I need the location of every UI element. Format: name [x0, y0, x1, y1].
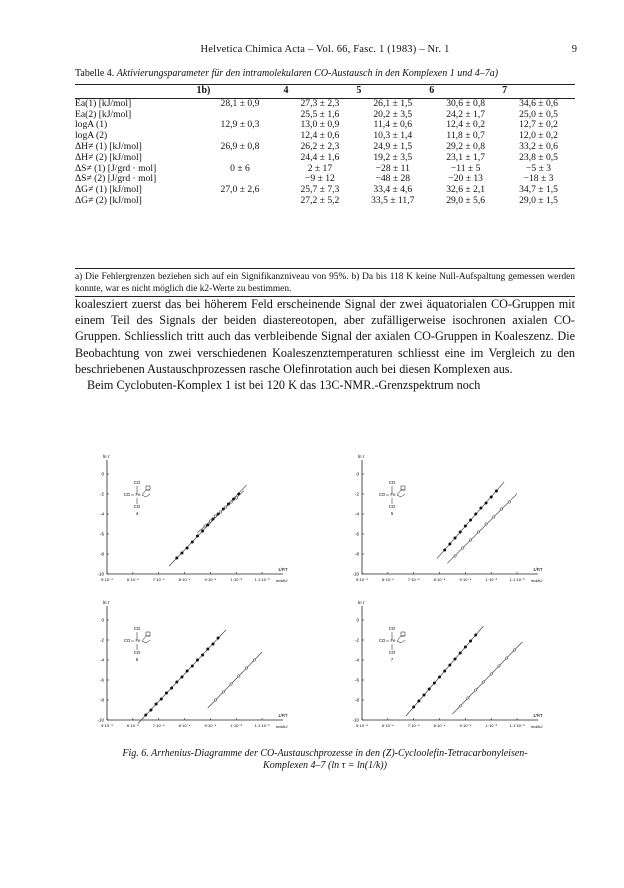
data-point-filled — [449, 543, 452, 546]
table-cell — [196, 196, 283, 209]
data-point-filled — [155, 703, 158, 706]
x-axis-unit: mol/kJ — [531, 724, 543, 729]
column-header: 7 — [502, 85, 508, 96]
x-axis-label: 1/RT — [533, 567, 543, 572]
data-point-filled — [412, 706, 415, 709]
arrhenius-plot-7 — [340, 598, 545, 740]
co-label: CO — [388, 480, 396, 485]
table-caption — [75, 68, 575, 79]
figure-caption — [75, 748, 575, 772]
table-cell: 19,2 ± 3,5 — [373, 151, 413, 163]
paragraph: Beim Cyclobuten-Komplex 1 ist bei 120 K das 13C-NMR.-Grenzspektrum noch — [87, 378, 481, 393]
co-label: CO — [378, 638, 386, 643]
data-point-filled — [196, 535, 199, 538]
fe-label: Fe — [135, 638, 141, 643]
data-point-filled — [443, 549, 446, 552]
table-row — [75, 196, 575, 209]
table-cell: 27,2 ± 5,2 — [300, 194, 340, 206]
data-point-filled — [212, 643, 215, 646]
param-label: ΔH≠ (1) [kJ/mol] — [75, 140, 142, 152]
column-header: 6 — [429, 85, 435, 96]
y-tick-label: -2 — [99, 491, 104, 497]
table-cell: 12,9 ± 0,3 — [220, 119, 260, 131]
arrhenius-plot-6 — [85, 598, 290, 740]
y-tick-label: -10 — [352, 717, 359, 723]
data-point-open — [214, 515, 216, 517]
table-cell: −11 ± 5 — [450, 162, 481, 174]
x-tick-label: 9·10⁻⁴ — [204, 723, 217, 728]
y-tick-label: -8 — [354, 697, 359, 703]
table-cell: 34,6 ± 0,6 — [519, 97, 558, 109]
data-point-filled — [469, 519, 472, 522]
arrhenius-plot-5 — [340, 452, 545, 594]
data-point-filled — [217, 637, 220, 640]
table-cell: 30,6 ± 0,8 — [446, 97, 486, 109]
data-point-filled — [485, 502, 488, 505]
data-point-open — [222, 691, 224, 693]
x-tick-label: 1.1·10⁻³ — [509, 723, 525, 728]
co-label: CO — [133, 480, 141, 485]
data-point-filled — [443, 670, 446, 673]
y-tick-label: -4 — [99, 511, 104, 517]
table-cell: 23,8 ± 0,5 — [519, 151, 558, 163]
fe-complex-structure — [124, 480, 150, 516]
param-label: ΔH≠ (2) [kJ/mol] — [75, 151, 142, 163]
table-cell: 26,9 ± 0,8 — [220, 140, 260, 152]
co-label: CO — [388, 650, 396, 655]
x-tick-label: 9·10⁻⁴ — [459, 577, 472, 582]
table-row — [75, 153, 575, 164]
plot-svg — [85, 452, 290, 594]
table-footnote: a) Die Fehlergrenzen beziehen sich auf ein Signifikanzniveau von 95%. b) Da bis 118 K keine Null-Aufspaltung gemessen werden konnte, war es nicht möglich die k2-Werte zu bestimmen. — [75, 268, 575, 297]
table-cell: 11,8 ± 0,7 — [446, 130, 485, 142]
y-tick-label: -2 — [99, 637, 104, 643]
y-tick-label: -6 — [354, 531, 359, 537]
table-cell: 12,7 ± 0,2 — [519, 119, 558, 131]
plot-svg — [340, 452, 545, 594]
table-cell: 26,1 ± 1,5 — [373, 97, 413, 109]
figure-caption-line: Komplexen 4–7 (ln τ = ln(1/k)) — [263, 760, 387, 771]
table-cell: 24,2 ± 1,7 — [446, 108, 486, 120]
fit-line — [452, 642, 522, 714]
data-point-open — [485, 523, 487, 525]
complex-number: 5 — [390, 511, 394, 516]
x-tick-label: 1.1·10⁻³ — [254, 723, 270, 728]
y-tick-label: -8 — [99, 551, 104, 557]
column-header: 4 — [283, 85, 289, 96]
complex-number: 4 — [135, 511, 139, 516]
x-tick-label: 7·10⁻⁴ — [152, 723, 165, 728]
x-axis-label: 1/RT — [278, 567, 288, 572]
param-label: ΔS≠ (2) [J/grd · mol] — [75, 173, 157, 185]
paragraph: koalesziert zuerst das bei höherem Feld erscheinende Signal der zwei äquatorialen CO-Gruppen mit einem Teil des Signals der beiden diastereotopen, aber zufälligerweise isochronen axialen CO-Gruppen. Schliesslich tritt auch das verbleibende Signal der axialen CO-Gruppen in Koaleszenz. Die Beobachtung von zwei verschiedenen Koaleszenztemperaturen schliesst eine im Vergleich zu den beschriebenen Austauschprozessen rasche Olefinrotation auch bei diesen Komplexen aus. — [75, 297, 575, 376]
y-axis-label: ln τ — [358, 600, 365, 605]
table-cell: 24,4 ± 1,6 — [300, 151, 340, 163]
data-point-open — [225, 506, 227, 508]
data-point-filled — [144, 714, 147, 717]
data-point-open — [204, 525, 206, 527]
y-tick-label: -10 — [97, 717, 104, 723]
co-label: CO — [133, 504, 141, 509]
y-tick-label: -2 — [354, 637, 359, 643]
cycloolefin-ring — [142, 486, 150, 497]
y-tick-label: -4 — [99, 657, 104, 663]
data-point-filled — [165, 692, 168, 695]
data-point-open — [513, 649, 515, 651]
co-label: CO — [133, 650, 141, 655]
y-tick-label: -6 — [99, 531, 104, 537]
data-point-filled — [490, 496, 493, 499]
data-point-filled — [449, 664, 452, 667]
fe-label: Fe — [390, 492, 396, 497]
co-label: CO — [388, 504, 396, 509]
data-point-filled — [175, 557, 178, 560]
plot-svg — [85, 598, 290, 740]
data-point-open — [230, 683, 232, 685]
table-cell: 13,0 ± 0,9 — [300, 119, 340, 131]
table-cell: 2 ± 17 — [307, 162, 333, 174]
table-cell: 0 ± 6 — [230, 162, 250, 174]
table-cell: 12,4 ± 0,6 — [300, 130, 340, 142]
data-point-open — [245, 667, 247, 669]
y-axis-label: ln τ — [358, 454, 365, 459]
data-point-filled — [186, 670, 189, 673]
data-point-filled — [423, 694, 426, 697]
data-point-filled — [191, 541, 194, 544]
data-point-filled — [464, 525, 467, 528]
data-point-open — [459, 705, 461, 707]
data-point-filled — [186, 547, 189, 550]
table-cell: 33,2 ± 0,6 — [519, 140, 558, 152]
column-header: 5 — [356, 85, 362, 96]
x-tick-label: 5·10⁻⁴ — [101, 723, 113, 728]
fe-complex-structure — [379, 480, 405, 516]
x-tick-label: 7·10⁻⁴ — [407, 723, 420, 728]
table-cell: 29,2 ± 0,8 — [446, 140, 486, 152]
y-tick-label: -10 — [352, 571, 359, 577]
x-tick-label: 6·10⁻⁴ — [381, 723, 394, 728]
data-point-filled — [170, 687, 173, 690]
x-axis-unit: mol/kJ — [276, 578, 288, 583]
y-tick-label: -8 — [99, 697, 104, 703]
table-cell: 25,5 ± 1,6 — [300, 108, 340, 120]
table-cell: 10,3 ± 1,4 — [373, 130, 413, 142]
data-point-filled — [175, 681, 178, 684]
x-axis-unit: mol/kJ — [276, 724, 288, 729]
table-cell: 26,2 ± 2,3 — [300, 140, 340, 152]
data-point-filled — [181, 676, 184, 679]
table-cell: −48 ± 28 — [375, 173, 411, 185]
x-tick-label: 5·10⁻⁴ — [356, 577, 368, 582]
data-point-filled — [454, 658, 457, 661]
activation-parameter-table — [75, 84, 575, 209]
y-tick-label: -6 — [354, 677, 359, 683]
data-point-open — [506, 657, 508, 659]
arrhenius-plot-4 — [85, 452, 290, 594]
table-caption-text: Aktivierungsparameter für den intramolekularen CO-Austausch in den Komplexen 1 und 4–7a) — [116, 68, 499, 79]
page-number: 9 — [571, 44, 577, 55]
table-cell: −20 ± 13 — [448, 173, 483, 185]
cycloolefin-ring — [397, 486, 405, 497]
x-tick-label: 1.1·10⁻³ — [254, 577, 270, 582]
data-point-filled — [454, 537, 457, 540]
y-axis-label: ln τ — [103, 454, 110, 459]
fit-line — [447, 494, 517, 564]
table-cell: 20,2 ± 3,5 — [373, 108, 413, 120]
table-cell: 23,1 ± 1,7 — [446, 151, 486, 163]
data-point-open — [220, 511, 222, 513]
data-point-filled — [428, 688, 431, 691]
x-tick-label: 1·10⁻³ — [485, 577, 497, 582]
fe-complex-structure — [124, 626, 150, 662]
x-tick-label: 6·10⁻⁴ — [381, 577, 394, 582]
x-tick-label: 8·10⁻⁴ — [433, 577, 446, 582]
data-point-filled — [474, 513, 477, 516]
table-cell: 25,0 ± 0,5 — [519, 108, 558, 120]
x-tick-label: 7·10⁻⁴ — [407, 577, 420, 582]
data-point-filled — [418, 700, 421, 703]
y-tick-label: -4 — [354, 511, 359, 517]
y-tick-label: -8 — [354, 551, 359, 557]
complex-number: 7 — [390, 657, 394, 662]
table-cell: 25,7 ± 7,3 — [300, 184, 340, 196]
cycloolefin-ring — [142, 632, 150, 643]
x-tick-label: 9·10⁻⁴ — [459, 723, 472, 728]
param-label: Ea(1) [kJ/mol] — [75, 97, 132, 109]
param-label: ΔS≠ (1) [J/grd · mol] — [75, 162, 157, 174]
table-cell: 33,5 ± 11,7 — [371, 194, 415, 206]
co-label: CO — [378, 492, 386, 497]
fe-complex-structure — [379, 626, 405, 662]
x-tick-label: 6·10⁻⁴ — [126, 577, 139, 582]
co-label: CO — [388, 626, 396, 631]
data-point-filled — [150, 709, 153, 712]
param-column-header — [75, 85, 196, 99]
data-point-open — [498, 665, 500, 667]
table-cell: −28 ± 11 — [375, 162, 410, 174]
data-point-filled — [196, 659, 199, 662]
data-point-open — [462, 547, 464, 549]
table-cell: 27,0 ± 2,6 — [220, 184, 260, 196]
y-tick-label: -6 — [99, 677, 104, 683]
data-point-filled — [160, 698, 163, 701]
column-header: 1b) — [196, 85, 211, 96]
x-tick-label: 8·10⁻⁴ — [178, 577, 191, 582]
co-label: CO — [123, 638, 131, 643]
data-point-filled — [207, 648, 210, 651]
plot-svg — [340, 598, 545, 740]
x-tick-label: 1·10⁻³ — [485, 723, 497, 728]
table-label: Tabelle 4. — [75, 68, 115, 79]
x-axis-label: 1/RT — [278, 713, 288, 718]
figure-caption-line: Fig. 6. Arrhenius-Diagramme der CO-Austauschprozesse in den (Z)-Cycloolefin-Tetracarbonyleisen- — [122, 748, 528, 759]
data-point-open — [230, 501, 232, 503]
x-axis-unit: mol/kJ — [531, 578, 543, 583]
data-point-open — [500, 508, 502, 510]
table-cell: −9 ± 12 — [304, 173, 335, 185]
data-point-open — [253, 659, 255, 661]
x-tick-label: 7·10⁻⁴ — [152, 577, 165, 582]
table-cell: 27,3 ± 2,3 — [300, 97, 340, 109]
data-point-open — [454, 555, 456, 557]
table-cell: 29,0 ± 1,5 — [519, 194, 558, 206]
table-cell: 24,9 ± 1,5 — [373, 140, 413, 152]
complex-number: 6 — [135, 657, 139, 662]
x-axis-label: 1/RT — [533, 713, 543, 718]
table-cell: −5 ± 3 — [525, 162, 552, 174]
data-point-open — [467, 697, 469, 699]
data-point-filled — [469, 640, 472, 643]
data-point-open — [469, 539, 471, 541]
y-tick-label: -2 — [354, 491, 359, 497]
table-row — [75, 98, 575, 109]
param-label: ΔG≠ (2) [kJ/mol] — [75, 194, 142, 206]
table-cell: 34,7 ± 1,5 — [519, 184, 558, 196]
data-point-open — [477, 531, 479, 533]
data-point-open — [490, 673, 492, 675]
x-tick-label: 8·10⁻⁴ — [178, 723, 191, 728]
x-tick-label: 5·10⁻⁴ — [101, 577, 113, 582]
x-tick-label: 1·10⁻³ — [230, 577, 242, 582]
data-point-open — [209, 520, 211, 522]
x-tick-label: 8·10⁻⁴ — [433, 723, 446, 728]
data-point-filled — [474, 634, 477, 637]
co-label: CO — [123, 492, 131, 497]
cycloolefin-ring — [397, 632, 405, 643]
table-cell: 32,6 ± 2,1 — [446, 184, 486, 196]
y-axis-label: ln τ — [103, 600, 110, 605]
body-text — [75, 296, 575, 393]
data-point-open — [482, 681, 484, 683]
fe-label: Fe — [135, 492, 141, 497]
table-cell: 28,1 ± 0,9 — [220, 97, 260, 109]
data-point-filled — [433, 682, 436, 685]
table-header-row — [75, 85, 575, 99]
table-cell: 33,4 ± 4,6 — [373, 184, 413, 196]
y-tick-label: 0 — [101, 471, 104, 477]
table-cell: −18 ± 3 — [523, 173, 554, 185]
data-point-filled — [464, 646, 467, 649]
x-tick-label: 6·10⁻⁴ — [126, 723, 139, 728]
x-tick-label: 1.1·10⁻³ — [509, 577, 525, 582]
table-cell: 11,4 ± 0,6 — [373, 119, 413, 131]
y-tick-label: 0 — [356, 617, 359, 623]
table-cell: 12,4 ± 0,2 — [446, 119, 486, 131]
data-point-open — [508, 501, 510, 503]
co-label: CO — [133, 626, 141, 631]
param-label: logA (1) — [75, 119, 108, 131]
y-tick-label: -4 — [354, 657, 359, 663]
data-point-open — [235, 497, 237, 499]
x-tick-label: 9·10⁻⁴ — [204, 577, 217, 582]
data-point-filled — [480, 507, 483, 510]
data-point-filled — [459, 652, 462, 655]
table-cell: 12,0 ± 0,2 — [519, 130, 558, 142]
data-point-open — [493, 516, 495, 518]
y-tick-label: 0 — [101, 617, 104, 623]
fe-label: Fe — [390, 638, 396, 643]
data-point-filled — [181, 552, 184, 555]
param-label: ΔG≠ (1) [kJ/mol] — [75, 184, 142, 196]
data-point-open — [214, 699, 216, 701]
y-tick-label: -10 — [97, 571, 104, 577]
x-tick-label: 1·10⁻³ — [230, 723, 242, 728]
table-cell — [196, 153, 283, 164]
data-point-filled — [495, 490, 498, 493]
data-point-filled — [201, 530, 204, 533]
data-point-open — [475, 689, 477, 691]
x-tick-label: 5·10⁻⁴ — [356, 723, 368, 728]
param-label: Ea(2) [kJ/mol] — [75, 108, 132, 120]
journal-header: Helvetica Chimica Acta – Vol. 66, Fasc. 1 (1983) – Nr. 1 — [200, 44, 450, 55]
data-point-filled — [438, 676, 441, 679]
data-point-filled — [201, 654, 204, 657]
data-point-filled — [191, 665, 194, 668]
y-tick-label: 0 — [356, 471, 359, 477]
table-cell: 29,0 ± 5,6 — [446, 194, 486, 206]
data-point-open — [238, 675, 240, 677]
param-label: logA (2) — [75, 130, 108, 142]
data-point-filled — [459, 531, 462, 534]
